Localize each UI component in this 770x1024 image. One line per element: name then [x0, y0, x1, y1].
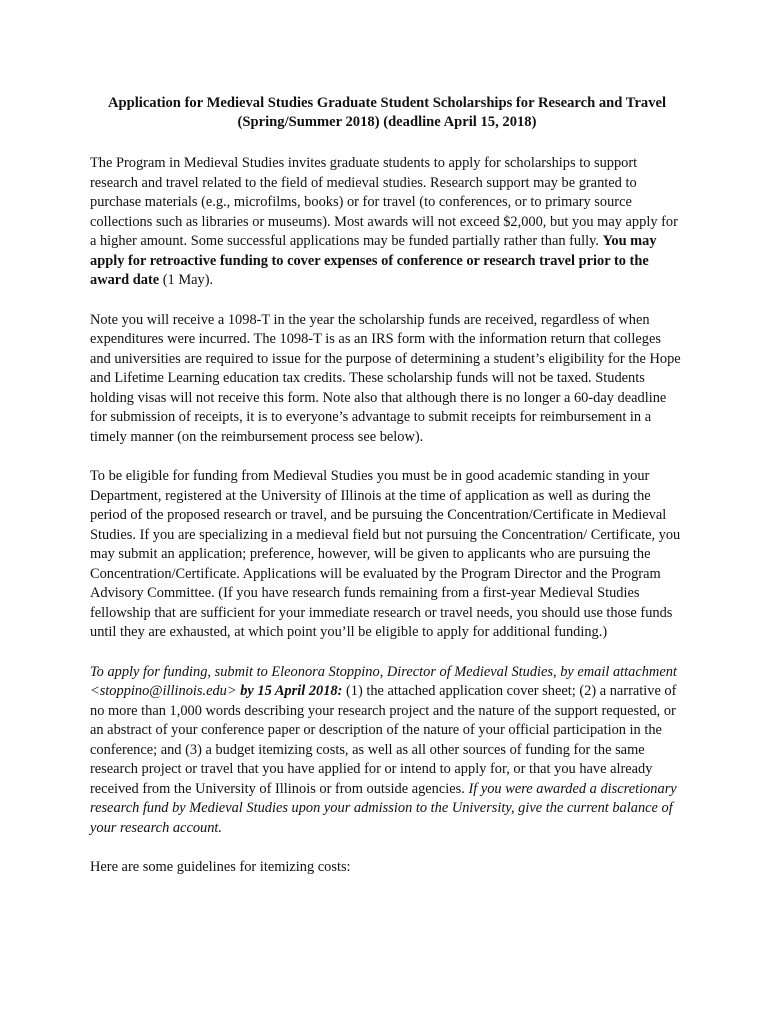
- eligibility-text: To be eligible for funding from Medieval Studies you must be in good academic standing in your Department, registered at the University of Illinois at the time of application as well as during the period of the proposed research or travel, and be pursuing the Concentration/Certificate in Medieval Studies. If you are specializing in a medieval field but not pursuing the Concentration/ Certificate, you may submit an application; preference, however, will be given to applicants who are pursuing the Concentration/Certificate. Applications will be evaluated by the Program Director and the Program Advisory Committee. (If you have research funds remaining from a first-year Medieval Studies fellowship that are sufficient for your immediate research or travel needs, you should use those funds until they are exhausted, at which point you’ll be eligible to apply for additional funding.): [90, 468, 681, 640]
- tax-form-text: Note you will receive a 1098-T in the year the scholarship funds are received, regardless of when expenditures were incurred. The 1098-T is as an IRS form with the information return that colleges and universities are required to issue for the purpose of determining a student’s eligibility for the Hope and Lifetime Learning education tax credits. These scholarship funds will not be taxed. Students holding visas will not receive this form. Note also that although there is no longer a 60-day deadline for submission of receipts, it is to everyone’s advantage to submit receipts for reimbursement in a timely manner (on the reimbursement process see below).: [90, 311, 681, 445]
- submission-contact: To apply for funding, submit to Eleonora Stoppino, Director of Medieval Studies, by email attachment <stoppino@illinois.edu>: [90, 663, 677, 699]
- research-account-note: If you were awarded a discretionary research fund by Medieval Studies upon your admission to the University, give the current balance of your research account.: [90, 780, 677, 836]
- submission-deadline: by 15 April 2018:: [236, 683, 343, 699]
- submission-requirements: (1) the attached application cover sheet; (2) a narrative of no more than 1,000 words describing your research project and the nature of the support requested, or an abstract of your conference paper or description of the nature of your official participation in the conference; and (3) a budget itemizing costs, as well as all other sources of funding for the same research project or travel that you have applied for or intend to apply for, or that you have already received from the University of Illinois or from outside agencies.: [90, 683, 677, 797]
- retroactive-funding-note: You may apply for retroactive funding to cover expenses of conference or research travel prior to the award date: [90, 233, 657, 288]
- award-date-note: (1 May).: [159, 272, 214, 288]
- tax-form-paragraph: [90, 311, 684, 448]
- intro-text: The Program in Medieval Studies invites graduate students to apply for scholarships to support research and travel related to the field of medieval studies. Research support may be granted to purchase materials (e.g., microfilms, books) or for travel (to conferences, or to primary source collections such as libraries or museums). Most awards will not exceed $2,000, but you may apply for a higher amount. Some successful applications may be funded partially rather than fully.: [90, 155, 678, 249]
- guidelines-text: Here are some guidelines for itemizing costs:: [90, 859, 351, 875]
- document-title: [90, 94, 684, 132]
- document-page: [90, 94, 684, 898]
- application-instructions-paragraph: [90, 663, 684, 839]
- intro-paragraph: [90, 154, 684, 291]
- title-line-1: Application for Medieval Studies Graduate Student Scholarships for Research and Travel: [107, 95, 667, 111]
- eligibility-paragraph: [90, 467, 684, 643]
- title-line-2: (Spring/Summer 2018) (deadline April 15, 2018): [237, 114, 537, 130]
- guidelines-intro: [90, 858, 684, 878]
